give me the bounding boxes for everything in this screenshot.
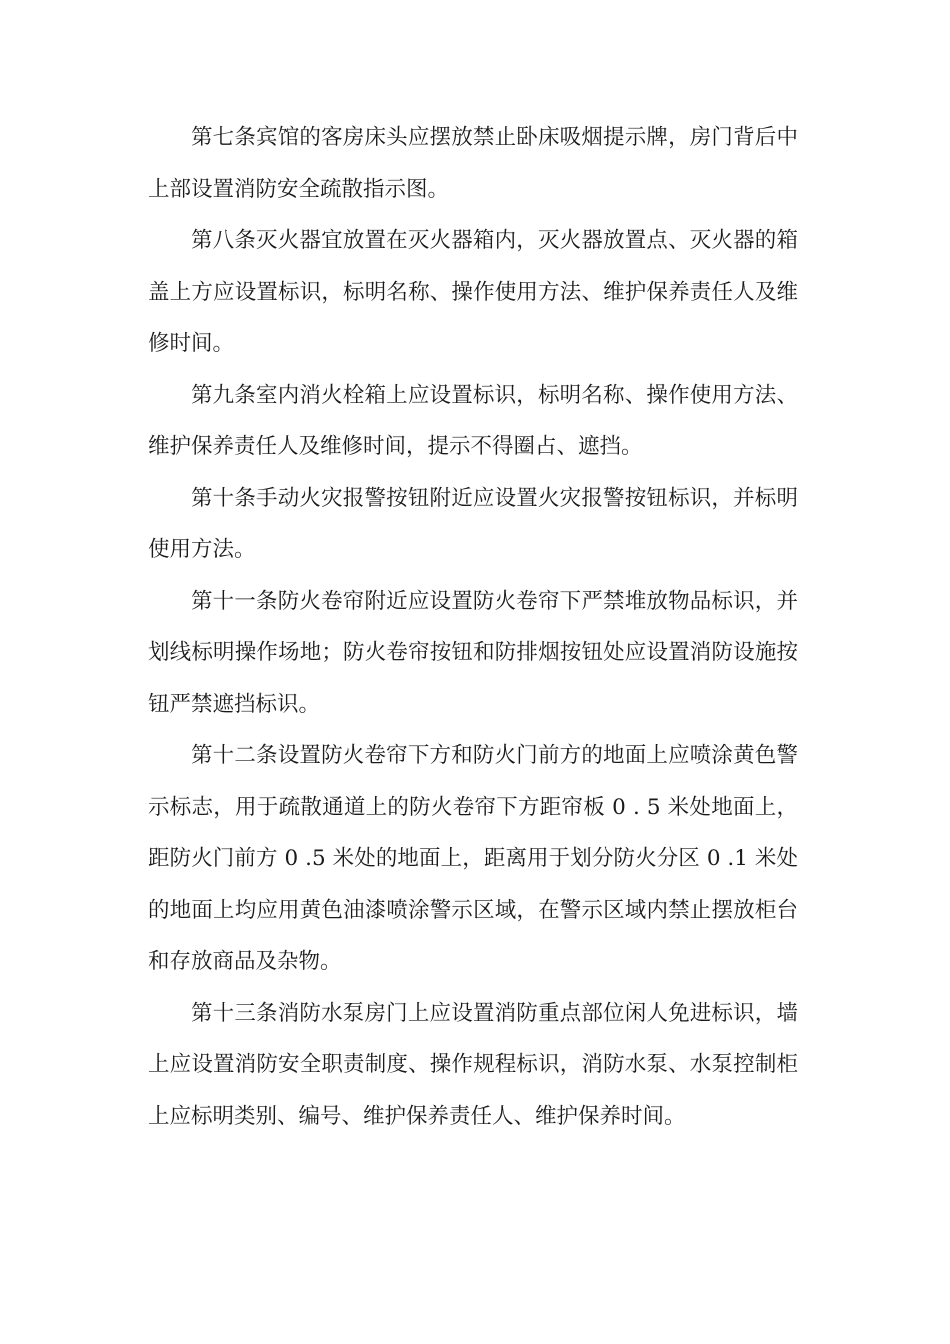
article-9-paragraph: 第九条室内消火栓箱上应设置标识，标明名称、操作使用方法、维护保养责任人及维修时间，提示不得圈占、遮挡。 bbox=[148, 382, 798, 459]
article-12-paragraph: 第十二条设置防火卷帘下方和防火门前方的地面上应喷涂黄色警示标志，用于疏散通道上的防火卷帘下方距帘板 0 . 5 米处地面上，距防火门前方 0 .5 米处的地面上，距离用于划分防火分区 0 .1 米处的地面上均应用黄色油漆喷涂警示区域，在警示区域内禁止摆放柜台和存放商品及杂物。 bbox=[148, 743, 798, 974]
article-10-paragraph: 第十条手动火灾报警按钮附近应设置火灾报警按钮标识，并标明使用方法。 bbox=[148, 485, 798, 562]
document-body bbox=[148, 112, 798, 1142]
article-11-paragraph: 第十一条防火卷帘附近应设置防火卷帘下严禁堆放物品标识，并划线标明操作场地；防火卷帘按钮和防排烟按钮处应设置消防设施按钮严禁遮挡标识。 bbox=[148, 588, 798, 717]
article-7-paragraph: 第七条宾馆的客房床头应摆放禁止卧床吸烟提示牌，房门背后中上部设置消防安全疏散指示图。 bbox=[148, 125, 798, 202]
article-13-paragraph: 第十三条消防水泵房门上应设置消防重点部位闲人免进标识，墙上应设置消防安全职责制度、操作规程标识，消防水泵、水泵控制柜上应标明类别、编号、维护保养责任人、维护保养时间。 bbox=[148, 1000, 798, 1129]
article-8-paragraph: 第八条灭火器宜放置在灭火器箱内，灭火器放置点、灭火器的箱盖上方应设置标识，标明名称、操作使用方法、维护保养责任人及维修时间。 bbox=[148, 228, 798, 356]
